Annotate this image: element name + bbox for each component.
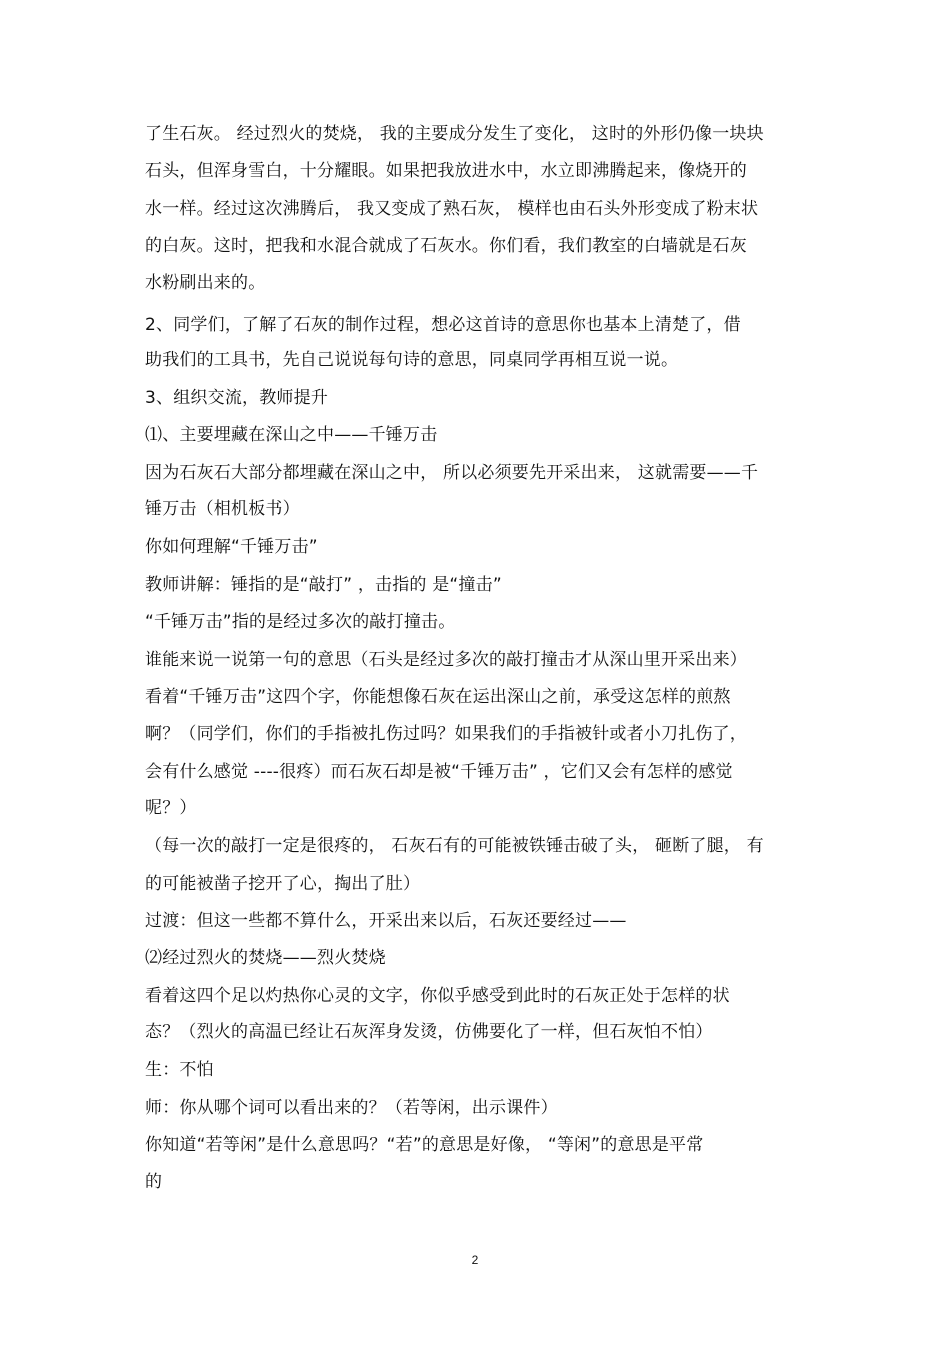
text-line-19: 呢？） (145, 798, 197, 818)
text-line-3: 水一样。经过这次沸腾后， 我又变成了熟石灰， 模样也由石头外形变成了粉末状 (145, 199, 759, 219)
text-line-27: 师：你从哪个词可以看出来的？（若等闲，出示课件） (145, 1098, 558, 1118)
text-line-10: 因为石灰石大部分都埋藏在深山之中， 所以必须要先开采出来， 这就需要——千 (145, 463, 759, 483)
text-line-15: 谁能来说一说第一句的意思（石头是经过多次的敲打撞击才从深山里开采出来） (145, 650, 747, 670)
text-line-23: ⑵经过烈火的焚烧——烈火焚烧 (145, 948, 386, 968)
text-line-18: 会有什么感觉 ----很疼）而石灰石却是被“千锤万击” ，它们又会有怎样的感觉 (145, 762, 733, 782)
text-line-4: 的白灰。这时，把我和水混合就成了石灰水。你们看，我们教室的白墙就是石灰 (145, 236, 747, 256)
text-line-5: 水粉刷出来的。 (145, 273, 266, 293)
text-line-13: 教师讲解：锤指的是“敲打” ，击指的 是“撞击” (145, 575, 502, 595)
text-line-2: 石头，但浑身雪白，十分耀眼。如果把我放进水中，水立即沸腾起来，像烧开的 (145, 161, 747, 181)
text-line-21: 的可能被凿子挖开了心，掏出了肚） (145, 874, 421, 894)
text-line-29: 的 (145, 1172, 163, 1192)
text-line-28: 你知道“若等闲”是什么意思吗？“若”的意思是好像， “等闲”的意思是平常 (145, 1135, 704, 1155)
text-line-22: 过渡：但这一些都不算什么，开采出来以后，石灰还要经过—— (145, 911, 627, 931)
text-line-17: 啊？（同学们，你们的手指被扎伤过吗？如果我们的手指被针或者小刀扎伤了， (145, 724, 747, 744)
text-line-12: 你如何理解“千锤万击” (145, 537, 318, 557)
text-line-6: 2、同学们，了解了石灰的制作过程，想必这首诗的意思你也基本上清楚了，借 (145, 315, 741, 335)
text-line-24: 看着这四个足以灼热你心灵的文字，你似乎感受到此时的石灰正处于怎样的状 (145, 986, 730, 1006)
text-line-26: 生：不怕 (145, 1060, 214, 1080)
text-line-20: （每一次的敲打一定是很疼的， 石灰石有的可能被铁锤击破了头， 砸断了腿， 有 (145, 836, 764, 856)
text-line-14: “千锤万击”指的是经过多次的敲打撞击。 (145, 612, 456, 632)
text-line-9: ⑴、主要埋藏在深山之中——千锤万击 (145, 425, 438, 445)
text-line-8: 3、组织交流，教师提升 (145, 388, 329, 408)
text-line-25: 态？（烈火的高温已经让石灰浑身发烫，仿佛要化了一样，但石灰怕不怕） (145, 1022, 713, 1042)
text-line-11: 锤万击（相机板书） (145, 499, 300, 519)
text-line-7: 助我们的工具书，先自己说说每句诗的意思，同桌同学再相互说一说。 (145, 350, 679, 370)
text-line-1: 了生石灰。 经过烈火的焚烧， 我的主要成分发生了变化， 这时的外形仍像一块块 (145, 124, 764, 144)
text-line-16: 看着“千锤万击”这四个字，你能想像石灰在运出深山之前，承受这怎样的煎熬 (145, 687, 731, 707)
page-number: 2 (471, 1253, 479, 1267)
